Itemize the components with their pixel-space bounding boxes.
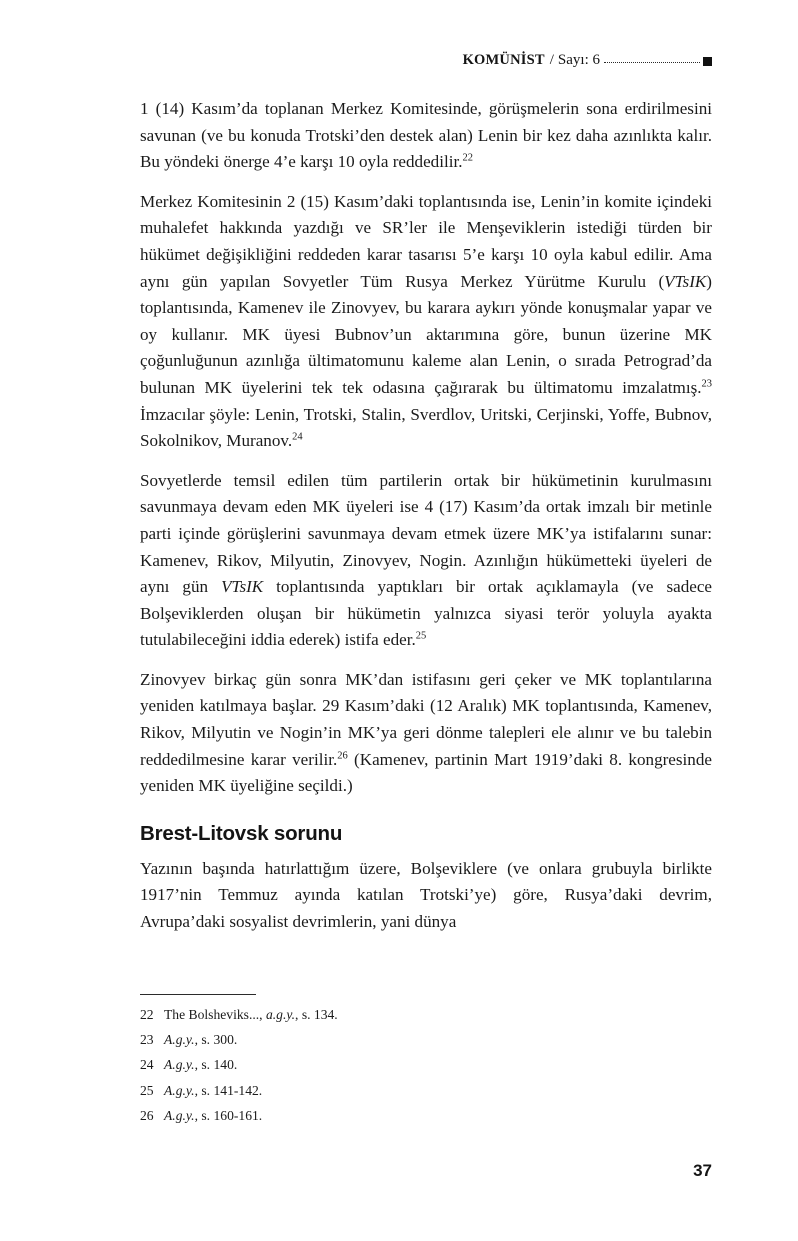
footnote-item [140,1078,712,1103]
footnote-number: 22 [140,1007,154,1022]
paragraph-list-after-heading [140,856,712,936]
text-run: Zinovyev birkaç gün sonra MK’dan istifasını geri çeker ve MK toplantılarına yeniden katılmaya başlar. 29 Kasım’daki (12 Aralık) MK toplantısında, Kamenev, Rikov, Milyutin ve Nogin’in MK’ya geri dönme talepleri ele alınır ve bu talebin reddedilmesine karar verilir. [140,669,712,769]
footnote-text [164,1052,712,1077]
body-paragraph [140,856,712,936]
body-paragraph [140,96,712,176]
text-run: 1 (14) Kasım’da toplanan Merkez Komitesinde, görüşmelerin sona erdirilmesini savunan (ve bu konuda Trotski’den destek alan) Lenin bir kez daha azınlıkta kalır. Bu yöndeki önerge 4’e karşı 10 oyla reddedilir. [140,99,712,172]
text-run: Merkez Komitesinin 2 (15) Kasım’daki toplantısında ise, Lenin’in komite içindeki muhalefet hakkında yazdığı ve SR’ler ile Menşeviklerin istediği türden bir hükümet değişikliğini reddeden karar tasarısı 5’e karşı 10 oyla kabul edilir. Ama aynı gün yapılan Sovyetler Tüm Rusya Merkez Yürütme Kurulu ( [140,191,712,291]
footnote-number: 25 [140,1082,154,1098]
body-paragraph [140,667,712,800]
text-run: The Bolsheviks..., [164,1007,266,1022]
text-run: , s. 141-142. [194,1082,263,1098]
text-run: , s. 140. [194,1057,238,1073]
emphasis-text: A.g.y. [164,1032,195,1048]
footnote-reference: 23 [701,378,712,390]
footnote-text [164,1027,712,1052]
body-paragraph [140,468,712,654]
text-run: , s. 160-161. [194,1107,263,1123]
paragraph-list [140,96,712,800]
text-run: toplantısında yaptıkları bir ortak açıklamayla (ve sadece Bolşeviklerden oluşan bir hükümetin yalnızca siyasi terör yoluyla ayakta tutulabileceğini iddia ederek) istifa eder. [140,577,712,650]
running-head [140,48,712,72]
footnote-block [140,994,712,1128]
text-run: (Kamenev, partinin Mart 1919’daki 8. kongresinde yeniden MK üyeliğine seçildi.) [140,749,712,796]
footnote-reference: 24 [292,431,303,443]
dotted-rule [604,61,700,63]
emphasis-text: A.g.y. [164,1057,195,1073]
footnote-separator-rule [140,994,256,995]
running-head-publication: KOMÜNİST [462,51,545,68]
footnote-text [164,1002,712,1027]
section-heading: Brest-Litovsk sorunu [140,821,343,845]
page-number: 37 [693,1161,712,1180]
footnote-number: 23 [140,1032,154,1048]
emphasis-text: A.g.y. [164,1107,195,1123]
emphasis-text: A.g.y. [164,1082,195,1098]
square-marker-icon [703,57,712,66]
footnote-reference: 25 [415,630,427,642]
footnote-reference: 26 [337,749,348,761]
text-run: , s. 134. [295,1007,338,1022]
emphasis-text: VTsIK [221,577,264,597]
emphasis-text: a.g.y. [265,1007,296,1022]
footnote-number: 24 [140,1057,154,1073]
footnote-item [140,1052,712,1077]
article-body [140,96,712,936]
footnote-item [140,1103,712,1128]
footnote-list [140,1002,712,1128]
text-run: Yazının başında hatırlattığım üzere, Bolşeviklere (ve onlara grubuyla birlikte 1917’nin Temmuz ayında katılan Trotski’ye) göre, Rusya’daki devrim, Avrupa’daki sosyalist devrimlerin, yani dünya [140,858,712,932]
footnote-text [164,1103,712,1128]
text-run: Sovyetlerde temsil edilen tüm partilerin ortak bir hükümetinin kurulmasını savunmaya devam eden MK üyeleri ise 4 (17) Kasım’da ortak imzalı bir metinle parti içinde görüşlerini savunmaya devam etmek üzere MK’ya istifalarını sunar: Kamenev, Rikov, Milyutin, Zinovyev, Nogin. Azınlığın hükümetteki üyeleri de aynı gün [140,470,712,597]
footnote-number: 26 [140,1107,154,1123]
text-run: ) toplantısında, Kamenev ile Zinovyev, bu karara aykırı yönde konuşmalar yapar ve oy kullanır. MK üyesi Bubnov’un aktarımına göre, bunun üzerine MK çoğunluğunun azınlığa ültimatomunu kaleme alan Lenin, o sırada Petrograd’da bulunan MK üyelerini tek tek odasına çağırarak bu ültimatomu imzalatmış. [140,271,712,397]
footnote-text [164,1078,712,1103]
text-run: İmzacılar şöyle: Lenin, Trotski, Stalin, Sverdlov, Uritski, Cerjinski, Yoffe, Bubnov, Sokolnikov, Muranov. [140,404,712,451]
emphasis-text: VTsIK [664,271,707,291]
body-paragraph [140,189,712,455]
footnote-item [140,1027,712,1052]
running-head-issue: Sayı: 6 [557,51,600,68]
footnote-reference: 22 [462,152,473,164]
text-run: , s. 300. [194,1032,238,1048]
running-head-separator: / [549,51,554,68]
footnote-item [140,1002,712,1027]
